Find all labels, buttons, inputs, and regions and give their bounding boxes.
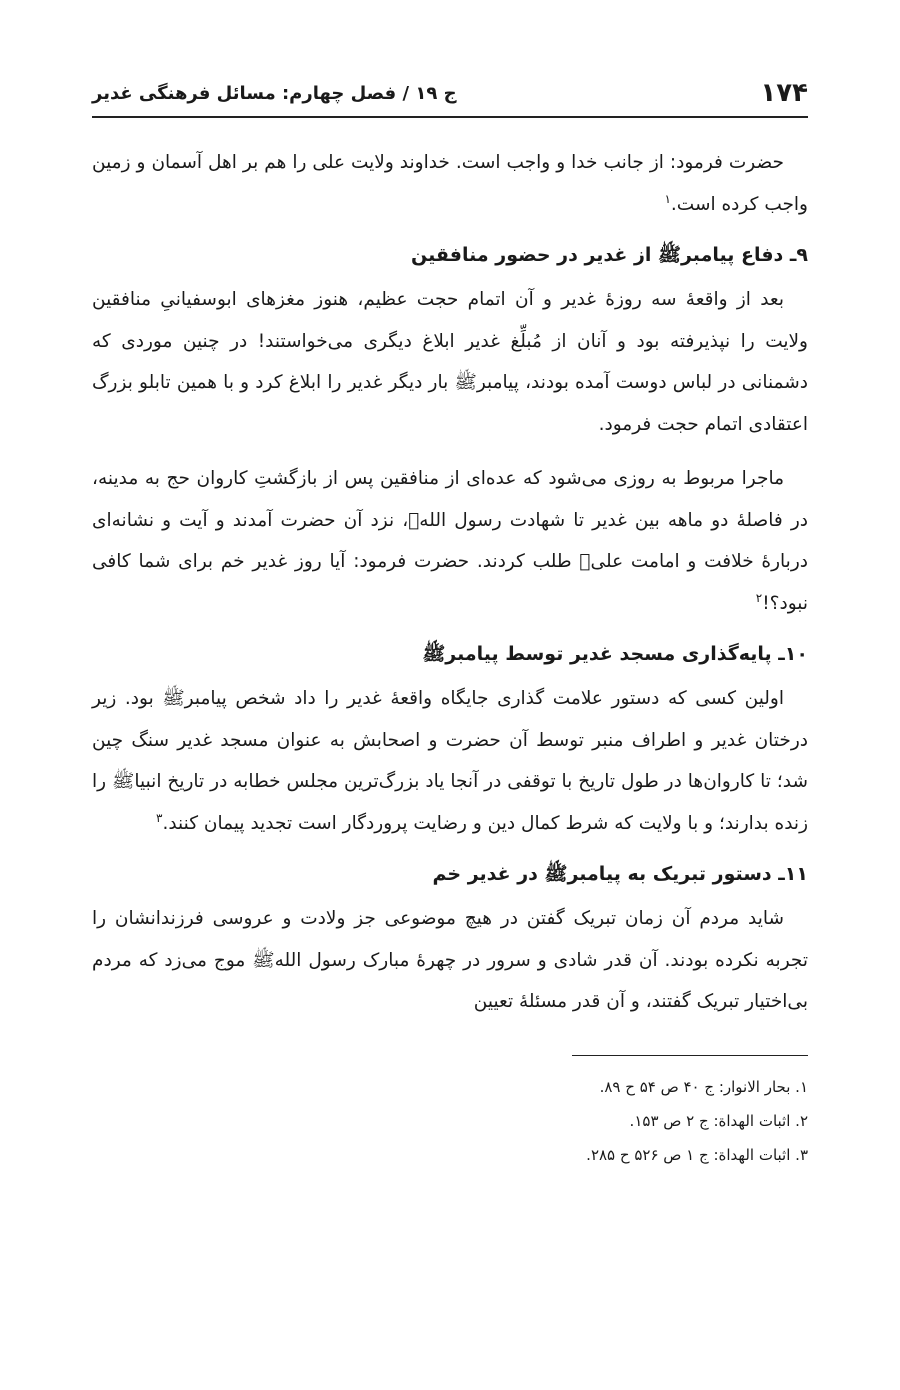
section-9-paragraph-1: بعد از واقعهٔ سه روزهٔ غدیر و آن اتمام حجت عظیم، هنوز مغزهای ابوسفیانیِ منافقین ولایت را نپذیرفته بود و آنان از مُبلِّغ غدیر ابلاغ دیگری می‌خواستند! در چنین موردی که دشمنانی در لباس دوست آمده بودند، پیامبرﷺ بار دیگر غدیر را ابلاغ کرد و با همین تابلو بزرگ اعتقادی اتمام حجت فرمود. <box>92 289 808 435</box>
intro-paragraph: حضرت فرمود: از جانب خدا و واجب است. خداوند ولایت علی را هم بر اهل آسمان و زمین واجب کرده است.$^۱$ <box>92 152 808 215</box>
footnote-ref[interactable]: ۳ <box>156 810 163 825</box>
book-page <box>92 70 808 1172</box>
page-body <box>92 142 808 1172</box>
section-heading-9: ۹ـ دفاع پیامبرﷺ از غدیر در حضور منافقین <box>411 244 808 266</box>
section-9-paragraph-2: ماجرا مربوط به روزی می‌شود که عده‌ای از منافقین پس از بازگشتِ کاروان حج به مدینه، در فاصلهٔ دو ماهه بین غدیر تا شهادت رسول اللهﷺ، نزد آن حضرت آمدند و آیت و نشانه‌ای دربارهٔ خلافت و امامت علیؑ طلب کردند. حضرت فرمود: آیا روز غدیر خم برای شما کافی نبود؟!$^۲$ <box>92 468 808 614</box>
section-heading-10: ۱۰ـ پایه‌گذاری مسجد غدیر توسط پیامبرﷺ <box>422 643 808 665</box>
footnotes <box>92 1070 808 1172</box>
section-11-paragraph-1: شاید مردم آن زمان تبریک گفتن در هیچ موضوعی جز ولادت و عروسی فرزندانشان را تجربه نکرده بودند. آن قدر شادی و سرور در چهرهٔ مبارک رسول اللهﷺ موج می‌زد که مردم بی‌اختیار تبریک گفتند، و آن قدر مسئلهٔ تعیین <box>92 908 808 1012</box>
footnote-divider <box>572 1055 808 1056</box>
section-heading-11: ۱۱ـ دستور تبریک به پیامبرﷺ در غدیر خم <box>432 863 808 885</box>
running-title: ج ۱۹ / فصل چهارم: مسائل فرهنگی غدیر <box>92 82 457 104</box>
footnote-ref[interactable]: ۱ <box>664 191 671 206</box>
footnote-1: ۱. بحار الانوار: ج ۴۰ ص ۵۴ ح ۸۹. <box>599 1077 808 1096</box>
page-number: ۱۷۴ <box>760 78 808 108</box>
footnote-2: ۲. اثبات الهداة: ج ۲ ص ۱۵۳. <box>629 1111 808 1130</box>
page-header <box>92 70 808 118</box>
footnote-ref[interactable]: ۲ <box>755 590 763 605</box>
section-10-paragraph-1: اولین کسی که دستور علامت گذاری جایگاه واقعهٔ غدیر را داد شخص پیامبرﷺ بود. زیر درختان غدیر و اطراف منبر توسط آن حضرت و اصحابش به عنوان مسجد غدیر سنگ چین شد؛ تا کاروان‌ها در طول تاریخ با توقفی در آنجا یاد بزرگ‌ترین مجلس خطابه در تاریخ انبیاﷺ را زنده بدارند؛ و با ولایت که شرط کمال دین و رضایت پروردگار است تجدید پیمان کنند.$^۳$ <box>92 688 808 834</box>
footnote-3: ۳. اثبات الهداة: ج ۱ ص ۵۲۶ ح ۲۸۵. <box>586 1145 808 1164</box>
